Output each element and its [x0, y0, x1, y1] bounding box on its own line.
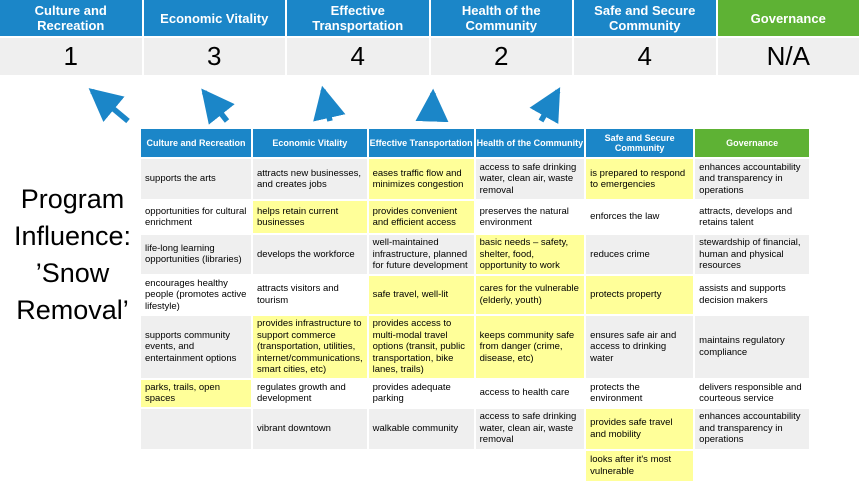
matrix-cell: [141, 409, 251, 449]
matrix-cell: access to safe drinking water, clean air, waste removal: [476, 159, 585, 199]
table-row: [141, 235, 809, 274]
matrix-cell: cares for the vulnerable (elderly, youth): [476, 276, 585, 315]
matrix-cell: vibrant downtown: [253, 409, 367, 449]
matrix-cell: reduces crime: [586, 235, 693, 274]
score-health-community: 2: [431, 38, 573, 75]
summary-header-row: [0, 0, 859, 36]
matrix-cell: walkable community: [369, 409, 474, 449]
matrix-cell: develops the workforce: [253, 235, 367, 274]
table-row: [141, 451, 809, 481]
summary-header-safe-secure-community: Safe and Secure Community: [574, 0, 716, 36]
matrix-header-health-community: Health of the Community: [476, 129, 585, 157]
summary-score-row: [0, 38, 859, 75]
table-row: [141, 409, 809, 449]
matrix-cell: provides adequate parking: [369, 380, 474, 407]
score-economic-vitality: 3: [144, 38, 286, 75]
matrix-cell: attracts visitors and tourism: [253, 276, 367, 315]
summary-header-economic-vitality: Economic Vitality: [144, 0, 286, 36]
matrix-header-culture-recreation: Culture and Recreation: [141, 129, 251, 157]
matrix-cell: [369, 451, 474, 481]
matrix-cell: provides infrastructure to support commerce (transportation, utilities, internet/communications, smart cities, etc): [253, 316, 367, 378]
matrix-cell: access to health care: [476, 380, 585, 407]
matrix-header-economic-vitality: Economic Vitality: [253, 129, 367, 157]
matrix-cell: is prepared to respond to emergencies: [586, 159, 693, 199]
matrix-cell: provides convenient and efficient access: [369, 201, 474, 233]
matrix-cell: safe travel, well-lit: [369, 276, 474, 315]
program-influence-matrix: [139, 127, 811, 483]
matrix-cell: opportunities for cultural enrichment: [141, 201, 251, 233]
matrix-cell: attracts new businesses, and creates jobs: [253, 159, 367, 199]
matrix-cell: maintains regulatory compliance: [695, 316, 809, 378]
matrix-cell: access to safe drinking water, clean air, waste removal: [476, 409, 585, 449]
summary-header-effective-transportation: Effective Transportation: [287, 0, 429, 36]
arrow-icon-5: [541, 91, 558, 121]
summary-header-health-community: Health of the Community: [431, 0, 573, 36]
program-label-line: ’Snow: [0, 255, 145, 292]
matrix-cell: protects the environment: [586, 380, 693, 407]
matrix-cell: well-maintained infrastructure, planned for future development: [369, 235, 474, 274]
table-row: [141, 201, 809, 233]
summary-header-culture-recreation: Culture and Recreation: [0, 0, 142, 36]
summary-header-governance: Governance: [718, 0, 859, 36]
arrow-icon-4: [432, 93, 433, 121]
table-row: [141, 276, 809, 315]
matrix-header-governance: Governance: [695, 129, 809, 157]
table-row: [141, 316, 809, 378]
matrix-cell: attracts, develops and retains talent: [695, 201, 809, 233]
matrix-cell: [253, 451, 367, 481]
matrix-cell: preserves the natural environment: [476, 201, 585, 233]
matrix-cell: eases traffic flow and minimizes congestion: [369, 159, 474, 199]
matrix-header-row: [141, 129, 809, 157]
matrix-header-safe-secure-community: Safe and Secure Community: [586, 129, 693, 157]
matrix-cell: provides access to multi-modal travel options (transit, public transportation, bike lanes, trails): [369, 316, 474, 378]
program-influence-label: [0, 181, 145, 329]
score-effective-transportation: 4: [287, 38, 429, 75]
matrix-cell: helps retain current businesses: [253, 201, 367, 233]
matrix-cell: supports community events, and entertainment options: [141, 316, 251, 378]
table-row: [141, 380, 809, 407]
matrix-cell: life-long learning opportunities (libraries): [141, 235, 251, 274]
matrix-cell: keeps community safe from danger (crime, disease, etc): [476, 316, 585, 378]
matrix-cell: stewardship of financial, human and physical resources: [695, 235, 809, 274]
summary-bar: [0, 0, 859, 75]
program-label-line: Influence:: [0, 218, 145, 255]
arrow-icon-3: [323, 90, 330, 121]
matrix-cell: regulates growth and development: [253, 380, 367, 407]
matrix-cell: encourages healthy people (promotes active lifestyle): [141, 276, 251, 315]
score-safe-secure-community: 4: [574, 38, 716, 75]
score-governance: N/A: [718, 38, 859, 75]
matrix-header-effective-transportation: Effective Transportation: [369, 129, 474, 157]
matrix-cell: enhances accountability and transparency in operations: [695, 159, 809, 199]
matrix-cell: looks after it's most vulnerable: [586, 451, 693, 481]
matrix-cell: [141, 451, 251, 481]
table-row: [141, 159, 809, 199]
matrix-cell: protects property: [586, 276, 693, 315]
matrix-cell: parks, trails, open spaces: [141, 380, 251, 407]
program-label-line: Removal’: [0, 292, 145, 329]
matrix-cell: enhances accountability and transparency in operations: [695, 409, 809, 449]
matrix-cell: delivers responsible and courteous service: [695, 380, 809, 407]
matrix-cell: [695, 451, 809, 481]
program-label-line: Program: [0, 181, 145, 218]
matrix-cell: [476, 451, 585, 481]
matrix-cell: enforces the law: [586, 201, 693, 233]
matrix-cell: assists and supports decision makers: [695, 276, 809, 315]
matrix-cell: ensures safe air and access to drinking water: [586, 316, 693, 378]
arrow-icon-1: [92, 91, 128, 121]
matrix-cell: provides safe travel and mobility: [586, 409, 693, 449]
score-culture-recreation: 1: [0, 38, 142, 75]
matrix-cell: supports the arts: [141, 159, 251, 199]
arrow-icon-2: [204, 92, 227, 121]
matrix-cell: basic needs – safety, shelter, food, opportunity to work: [476, 235, 585, 274]
